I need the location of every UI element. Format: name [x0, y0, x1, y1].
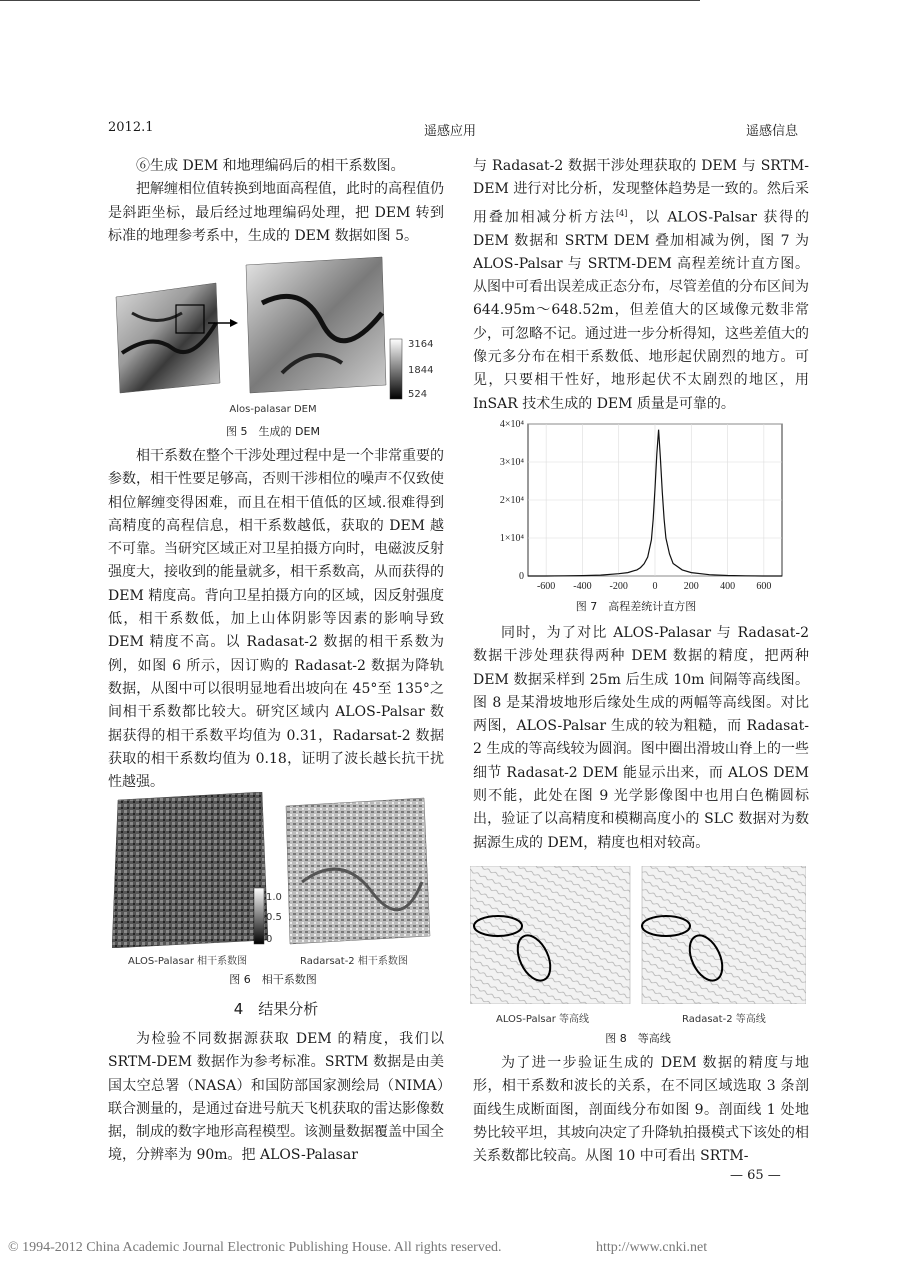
x-tick-label: 0: [652, 581, 658, 592]
header-rule: [0, 0, 700, 1]
y-tick-label: 0: [519, 571, 524, 582]
x-tick-label: -400: [573, 581, 592, 592]
figure-8-sublabel-right: Radasat-2 等高线: [682, 1014, 766, 1025]
page-number: — 65 —: [730, 1168, 781, 1183]
header-section: 遥感应用: [424, 124, 477, 139]
left-column-top: [108, 155, 444, 248]
figure-5-sublabel: Alos-palasar DEM: [229, 404, 317, 415]
figure-6-scale-max: 1.0: [266, 892, 282, 903]
figure-8-caption: 图 8 等高线: [605, 1032, 671, 1045]
figure-7: [476, 416, 796, 594]
left-paragraph-1: ⑥生成 DEM 和地理编码后的相干系数图。: [136, 158, 405, 174]
header-date: 2012.1: [108, 120, 154, 135]
right-paragraph-1-b: ，以 ALOS-Palsar 获得的 DEM 数据和 SRTM DEM 叠加相减为例，图 7 为 ALOS-Palsar 与 SRTM-DEM 高程差统计直方图。从图中可看出误差成正态分布，尽管差值的分布区间为 644.95m～648.52m，但差值大的区域像元数非常少，可忽略不记。通过进一步分析得知，这些差值大的像元多分布在相干系数低、地形起伏剧烈的地方。可见，只要相干性好，地形起伏不太剧烈的地区，用 InSAR 技术生成的 DEM 质量是可靠的。: [473, 209, 809, 412]
figure-5-image: [112, 253, 434, 401]
right-paragraph-3: 为了进一步验证生成的 DEM 数据的精度与地形，相干系数和波长的关系，在不同区域选取 3 条剖面线生成断面图，剖面线分布如图 9。剖面线 1 处地势比较平坦，其坡向决定了升降轨拍摄模式下该处的相关系数都比较高。从图 10 中可看出 SRTM-: [473, 1055, 809, 1165]
y-tick-label: 4×10⁴: [499, 419, 524, 430]
figure-5-scale-max: 3164: [408, 339, 434, 350]
figure-5-caption: 图 5 生成的 DEM: [226, 425, 320, 438]
left-paragraph-3: 相干系数在整个干涉处理过程中是一个非常重要的参数，相干性要足够高，否则干涉相位的噪声不仅致使相位解缠变得困难，而且在相干值低的区域.很难得到高精度的高程信息，相干系数越低，获取的 DEM 越不可靠。当研究区域正对卫星拍摄方向时，电磁波反射强度大，接收到的能量就多，相干系数高，从而获得的 DEM 精度高。背向卫星拍摄方向的区域，因反射强度低，相干系数低，加上山体阴影等因素的影响导致 DEM 精度不高。以 Radasat-2 数据的相干系数为例，如图 6 所示，因订购的 Radasat-2 数据为降轨数据，从图中可以很明显地看出坡向在 45°至 135°之间相干系数都比较大。研究区域内 ALOS-Palsar 数据获得的相干系数平均值为 0.31，Radarsat-2 数据获取的相干系数均值为 0.18，证明了波长越长抗干扰性越强。: [108, 448, 444, 791]
header-journal: 遥感信息: [746, 124, 799, 139]
citation-ref: [4]: [615, 208, 628, 218]
x-tick-label: -200: [609, 581, 628, 592]
figure-6-sublabel-left: ALOS-Palasar 相干系数图: [128, 956, 248, 967]
figure-5: [112, 253, 434, 401]
figure-6-image: [112, 792, 434, 948]
x-tick-label: 200: [683, 581, 699, 592]
right-column-bottom: [473, 1052, 809, 1168]
left-paragraph-2: 把解缠相位值转换到地面高程值，此时的高程值仍是斜距坐标，最后经过地理编码处理，把 DEM 转到标准的地理参考系中，生成的 DEM 数据如图 5。: [108, 181, 444, 244]
footer-url[interactable]: http://www.cnki.net: [596, 1240, 708, 1255]
y-tick-label: 1×10⁴: [499, 533, 524, 544]
figure-6-scale-mid: 0.5: [266, 912, 282, 923]
right-paragraph-1: [473, 155, 809, 416]
y-tick-label: 2×10⁴: [499, 495, 524, 506]
x-tick-label: 400: [720, 581, 736, 592]
figure-7-caption: 图 7 高程差统计直方图: [575, 600, 697, 613]
y-tick-label: 3×10⁴: [499, 457, 524, 468]
figure-5-scale-min: 524: [408, 389, 428, 400]
right-column-top: [473, 155, 809, 416]
figure-6: [112, 792, 434, 948]
figure-6-caption: 图 6 相干系数图: [229, 973, 317, 986]
figure-8-image: [470, 866, 806, 1004]
right-paragraph-2: 同时，为了对比 ALOS-Palasar 与 Radasat-2 数据干涉处理获得两种 DEM 数据的精度，把两种 DEM 数据采样到 25m 后生成 10m 间隔等高线图。图 8 是某滑坡地形后缘处生成的两幅等高线图。对比两图，ALOS-Palsar 生成的较为粗糙，而 Radasat-2 生成的等高线较为圆润。图中圈出滑坡山脊上的一些细节 Radasat-2 DEM 能显示出来，而 ALOS DEM 则不能，此处在图 9 光学影像图中也用白色椭圆标出，验证了以高精度和模糊高度小的 SLC 数据对为数据源生成的 DEM，精度也相对较高。: [473, 625, 809, 851]
left-column-bottom: [108, 1028, 444, 1168]
figure-5-scale-mid: 1844: [408, 365, 434, 376]
histogram-chart: [476, 416, 796, 594]
figure-6-scale-min: 0: [266, 934, 273, 945]
left-paragraph-4: 为检验不同数据源获取 DEM 的精度，我们以 SRTM-DEM 数据作为参考标准。SRTM 数据是由美国太空总署（NASA）和国防部国家测绘局（NIMA）联合测量的，是通过奋进号航天飞机获取的雷达影像数据，制成的数字地形高程模型。该测量数据覆盖中国全境，分辨率为 90m。把 ALOS-Palasar: [108, 1031, 444, 1164]
section-title: 4 结果分析: [233, 1000, 319, 1018]
footer-copyright: © 1994-2012 China Academic Journal Electronic Publishing House. All rights reserved.: [8, 1240, 502, 1255]
right-paragraph-1-a: 与 Radasat-2 数据干涉处理获取的 DEM 与 SRTM-DEM 进行对比分析，发现整体趋势是一致的。然后采用叠加相减分析方法: [473, 158, 809, 226]
left-column-mid: [108, 445, 444, 794]
figure-8-sublabel-left: ALOS-Palsar 等高线: [496, 1014, 589, 1025]
figure-6-sublabel-right: Radarsat-2 相干系数图: [300, 956, 408, 967]
right-column-mid: [473, 622, 809, 855]
x-tick-label: -600: [536, 581, 556, 592]
x-tick-label: 600: [756, 581, 772, 592]
figure-8: [470, 866, 806, 1004]
